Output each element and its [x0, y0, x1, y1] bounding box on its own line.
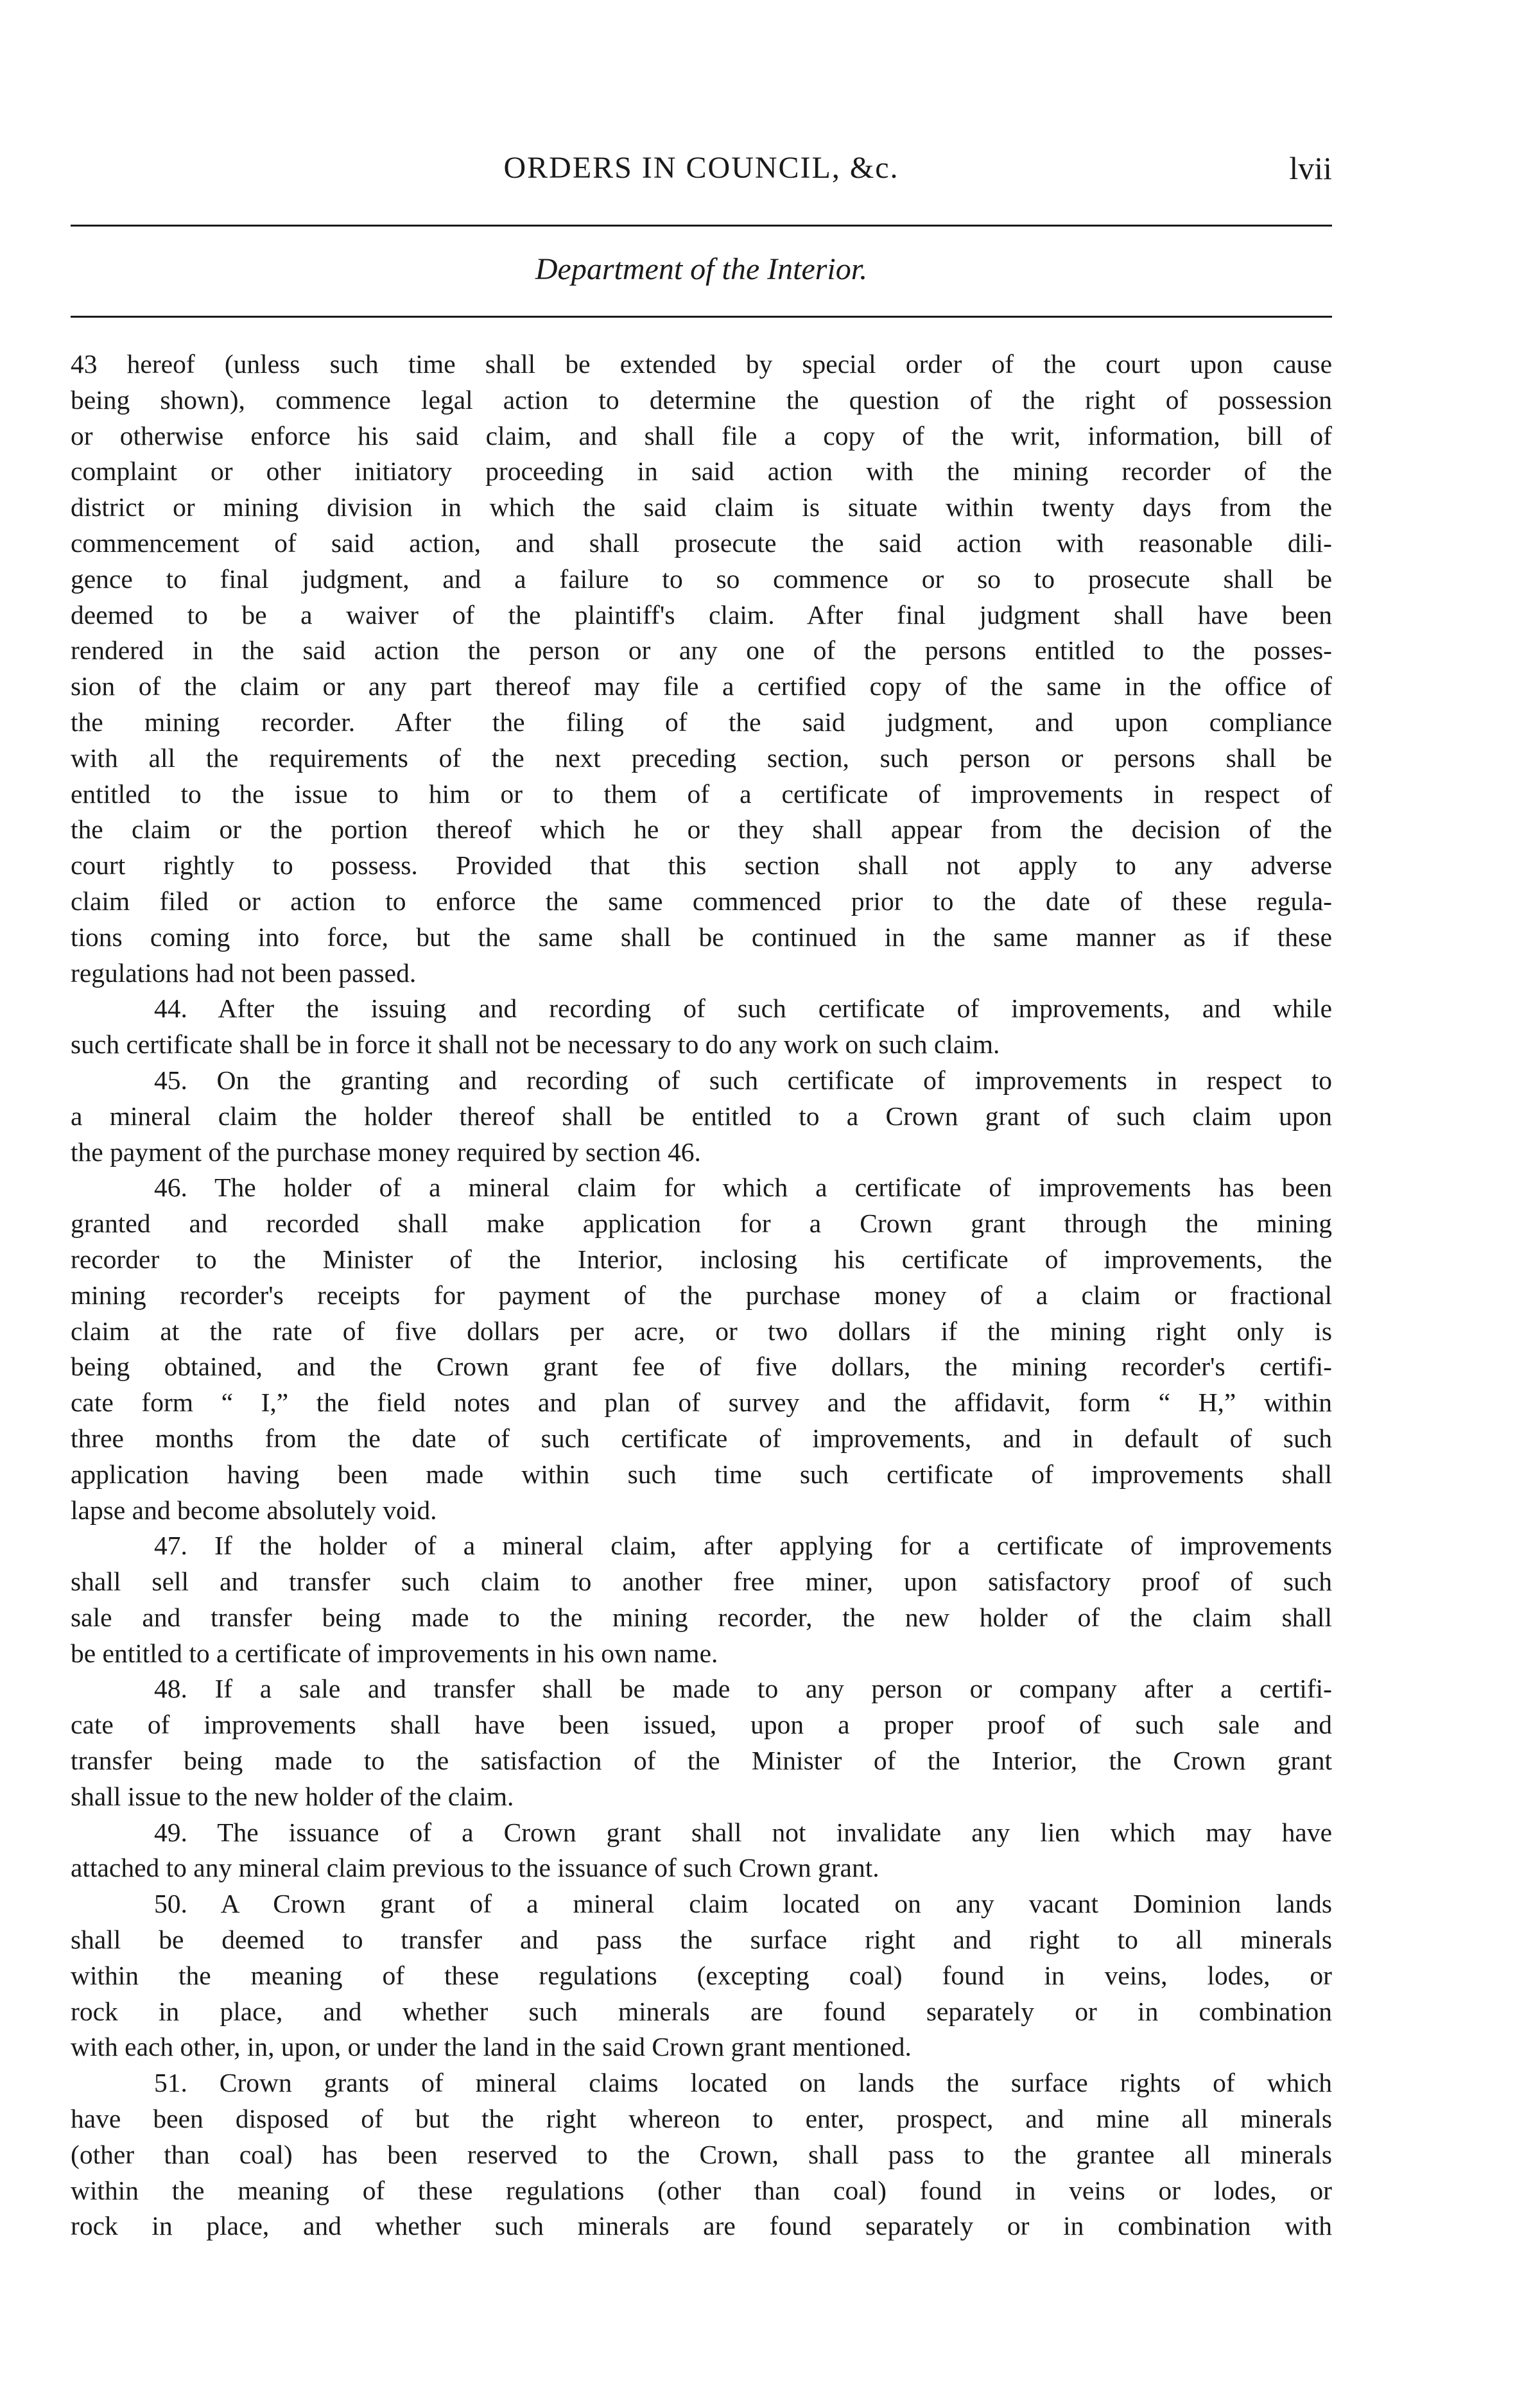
text-line: complaint or other initiatory proceeding in said action with the mining recorder of the [71, 456, 1332, 486]
text-line: 43 hereof (unless such time shall be extended by special order of the court upon cause [71, 349, 1332, 379]
text-line: sion of the claim or any part thereof may file a certified copy of the same in the office of [71, 671, 1332, 701]
text-line: district or mining division in which the said claim is situate within twenty days from the [71, 492, 1332, 522]
text-line: shall issue to the new holder of the claim. [71, 1781, 514, 1811]
text-line: a mineral claim the holder thereof shall be entitled to a Crown grant of such claim upon [71, 1101, 1332, 1131]
running-title: ORDERS IN COUNCIL, &c. [503, 151, 899, 185]
text-line: the claim or the portion thereof which he or they shall appear from the decision of the [71, 814, 1332, 845]
text-line: cate form “ I,” the field notes and plan of survey and the affidavit, form “ H,” within [71, 1388, 1332, 1418]
section-heading: Department of the Interior. [535, 252, 868, 286]
text-line: with each other, in, upon, or under the land in the said Crown grant mentioned. [71, 2032, 912, 2062]
text-line: with all the requirements of the next preceding section, such person or persons shall be [71, 743, 1332, 773]
text-line: shall sell and transfer such claim to another free miner, upon satisfactory proof of such [71, 1567, 1332, 1597]
running-head [71, 149, 1332, 194]
text-line: (other than coal) has been reserved to the Crown, shall pass to the grantee all minerals [71, 2139, 1332, 2169]
text-line: 47. If the holder of a mineral claim, after applying for a certificate of improvements [154, 1531, 1332, 1561]
text-line: claim filed or action to enforce the same commenced prior to the date of these regula- [71, 886, 1332, 916]
text-line: within the meaning of these regulations (other than coal) found in veins or lodes, or [71, 2175, 1332, 2205]
text-line: 51. Crown grants of mineral claims located on lands the surface rights of which [154, 2068, 1332, 2098]
text-line: 44. After the issuing and recording of such certificate of improvements, and while [154, 993, 1332, 1024]
text-line: deemed to be a waiver of the plaintiff's claim. After final judgment shall have been [71, 599, 1332, 630]
text-line: sale and transfer being made to the mining recorder, the new holder of the claim shall [71, 1602, 1332, 1632]
text-line: rock in place, and whether such minerals are found separately or in combination with [71, 2211, 1332, 2241]
text-line: gence to final judgment, and a failure to so commence or so to prosecute shall be [71, 563, 1332, 594]
text-line: application having been made within such time such certificate of improvements shall [71, 1459, 1332, 1489]
text-line: be entitled to a certificate of improvements in his own name. [71, 1638, 718, 1668]
text-line: 46. The holder of a mineral claim for which a certificate of improvements has been [154, 1173, 1332, 1203]
text-line: the mining recorder. After the filing of the said judgment, and upon compliance [71, 707, 1332, 737]
text-line: court rightly to possess. Provided that this section shall not apply to any adverse [71, 850, 1332, 881]
text-line: such certificate shall be in force it shall not be necessary to do any work on such claim. [71, 1029, 1000, 1060]
text-line: have been disposed of but the right whereon to enter, prospect, and mine all minerals [71, 2104, 1332, 2134]
text-line: shall be deemed to transfer and pass the surface right and right to all minerals [71, 1925, 1332, 1955]
text-line: recorder to the Minister of the Interior, inclosing his certificate of improvements, the [71, 1244, 1332, 1274]
header-rule-top [71, 225, 1332, 227]
text-line: attached to any mineral claim previous to the issuance of such Crown grant. [71, 1853, 879, 1883]
text-line: claim at the rate of five dollars per acre, or two dollars if the mining right only is [71, 1316, 1332, 1346]
text-line: commencement of said action, and shall prosecute the said action with reasonable dili- [71, 528, 1332, 558]
text-line: being shown), commence legal action to determine the question of the right of possession [71, 384, 1332, 415]
text-line: 50. A Crown grant of a mineral claim located on any vacant Dominion lands [154, 1889, 1332, 1919]
text-line: regulations had not been passed. [71, 958, 417, 988]
text-line: mining recorder's receipts for payment of the purchase money of a claim or fractional [71, 1280, 1332, 1310]
page-number: lvii [1289, 150, 1332, 186]
text-line: granted and recorded shall make application for a Crown grant through the mining [71, 1208, 1332, 1239]
text-line: being obtained, and the Crown grant fee of five dollars, the mining recorder's certifi- [71, 1352, 1332, 1382]
text-line: 49. The issuance of a Crown grant shall not invalidate any lien which may have [154, 1817, 1332, 1847]
text-line: tions coming into force, but the same shall be continued in the same manner as if these [71, 922, 1332, 952]
text-line: rendered in the said action the person or any one of the persons entitled to the posses- [71, 635, 1332, 666]
text-line: lapse and become absolutely void. [71, 1495, 437, 1525]
text-line: entitled to the issue to him or to them of a certificate of improvements in respect of [71, 778, 1332, 809]
body-text [71, 347, 1332, 2244]
text-line: within the meaning of these regulations (excepting coal) found in veins, lodes, or [71, 1960, 1332, 1990]
header-rule-bottom [71, 316, 1332, 318]
text-line: rock in place, and whether such minerals are found separately or in combination [71, 1996, 1332, 2026]
text-line: or otherwise enforce his said claim, and shall file a copy of the writ, information, bill of [71, 420, 1332, 451]
text-line: transfer being made to the satisfaction of the Minister of the Interior, the Crown grant [71, 1746, 1332, 1776]
text-line: 48. If a sale and transfer shall be made to any person or company after a certifi- [154, 1674, 1332, 1704]
text-line: cate of improvements shall have been issued, upon a proper proof of such sale and [71, 1710, 1332, 1740]
text-line: the payment of the purchase money required by section 46. [71, 1137, 701, 1167]
text-line: 45. On the granting and recording of such certificate of improvements in respect to [154, 1065, 1332, 1095]
text-line: three months from the date of such certificate of improvements, and in default of such [71, 1423, 1332, 1453]
